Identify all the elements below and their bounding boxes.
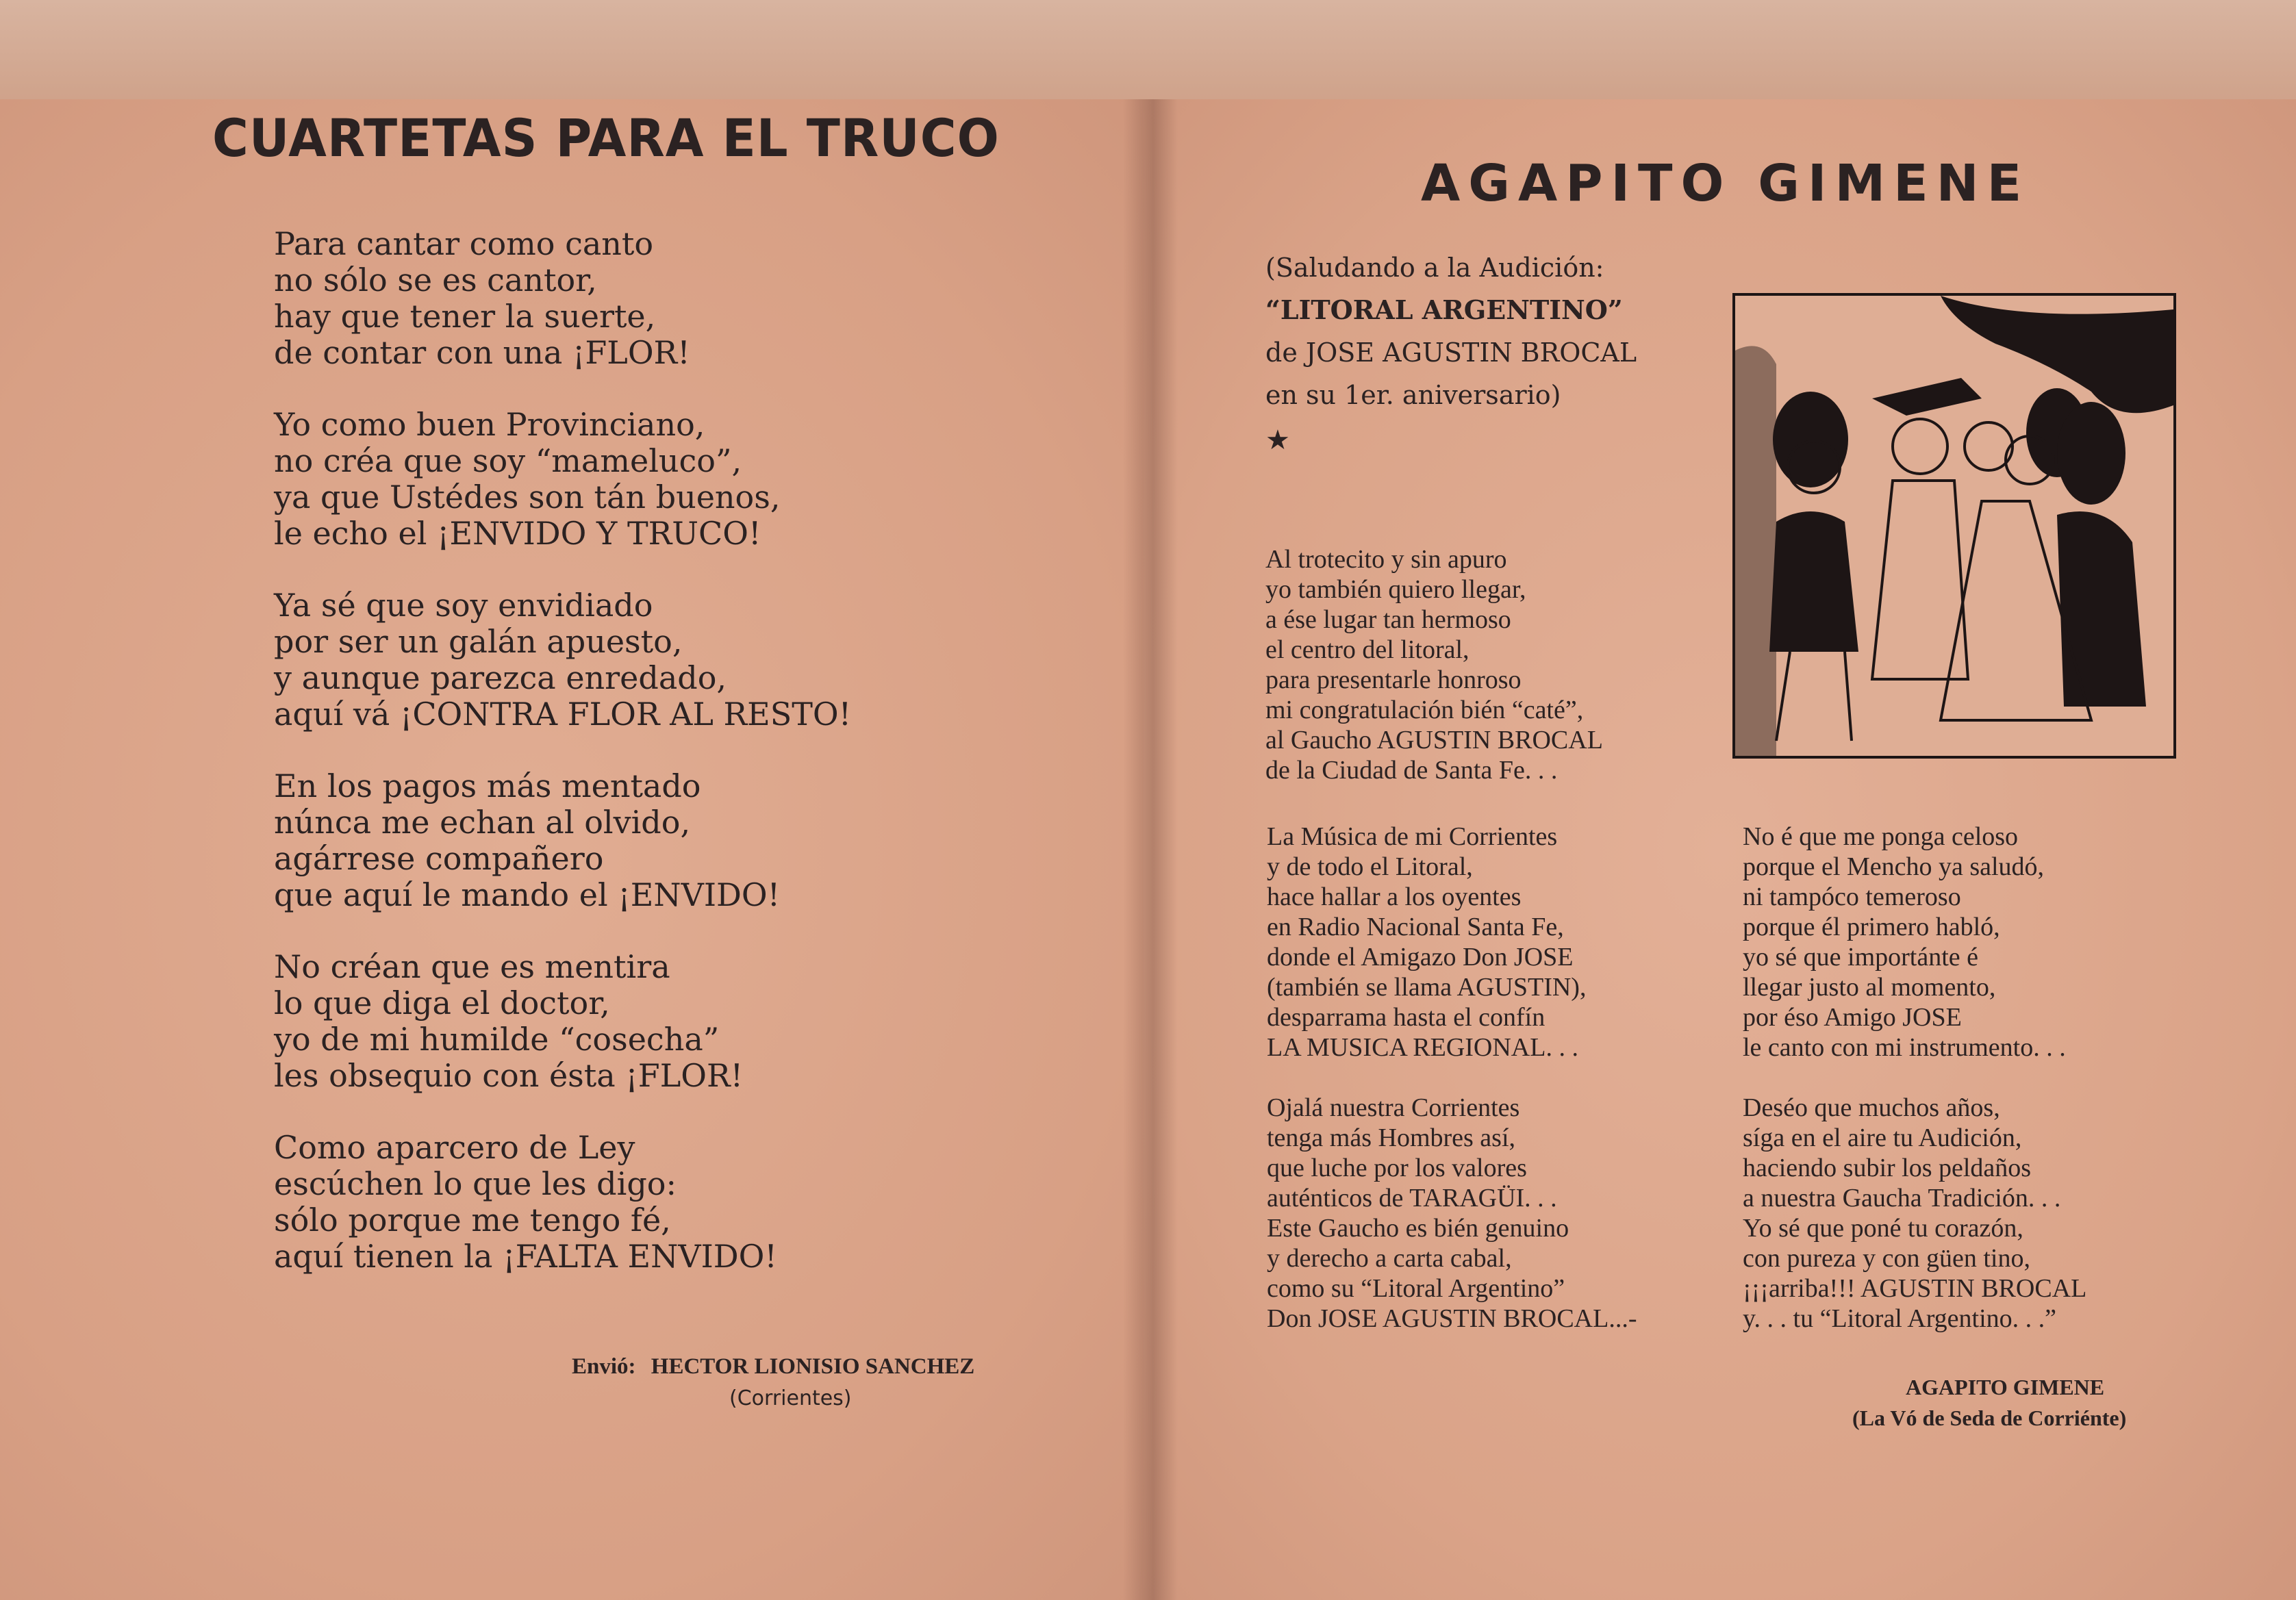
intro-line: en su 1er. aniversario) [1265,380,1561,410]
poem-line: Yo como buen Provinciano, [274,406,705,443]
poem-line: yo de mi humilde “cosecha” [274,1021,720,1058]
left-page-title: CUARTETAS PARA EL TRUCO [212,107,1000,169]
poem-line: Deséo que muchos años, [1743,1093,2000,1122]
gaucho-illustration [1732,293,2176,759]
poem-line: no sólo se es cantor, [274,262,597,299]
poem-line: al Gaucho AGUSTIN BROCAL [1265,726,1603,754]
sender-label: Envió: [572,1354,636,1379]
poem-line: La Música de mi Corrientes [1267,822,1558,851]
poem-line: a ése lugar tan hermoso [1265,605,1511,634]
poem-column-1 [1267,822,1637,1364]
sender-place: (Corrientes) [729,1386,852,1410]
poem-line: le canto con mi instrumento. . . [1743,1033,2066,1062]
poem-line: núnca me echan al olvido, [274,804,691,841]
poem-line: por ser un galán apuesto, [274,623,683,660]
book-spine [1123,99,1178,1600]
poem-line: Ojalá nuestra Corrientes [1267,1093,1520,1122]
poem-line: Este Gaucho es bién genuino [1267,1214,1569,1243]
stanza [1743,1093,2086,1334]
poem-line: que luche por los valores [1267,1154,1527,1182]
intro-block [1265,246,1637,416]
poem-line: síga en el aire tu Audición, [1743,1123,2022,1152]
poem-line: haciendo subir los peldaños [1743,1154,2032,1182]
stanza [274,587,851,733]
poem-line: yo sé que importánte é [1743,943,1979,972]
signature-name: AGAPITO GIMENE [1906,1375,2105,1399]
poem-line: ¡¡¡arriba!!! AGUSTIN BROCAL [1743,1274,2087,1303]
stanza [274,226,851,371]
poem-line: a nuestra Gaucha Tradición. . . [1743,1184,2061,1212]
poem-line: ya que Ustédes son tán buenos, [274,479,781,516]
left-poem [274,226,851,1310]
poem-line: el centro del litoral, [1265,635,1469,664]
poem-line: porque el Mencho ya saludó, [1743,852,2045,881]
poem-line: y derecho a carta cabal, [1267,1244,1512,1273]
illustration-drawing [1735,296,2173,756]
stanza [1267,1093,1637,1334]
poem-line: y de todo el Litoral, [1267,852,1473,881]
poem-line: Al trotecito y sin apuro [1265,545,1507,574]
stanza [274,407,851,552]
poem-line: porque él primero habló, [1743,913,2000,941]
stanza [274,768,851,913]
right-page-title: AGAPITO GIMENE [1421,154,2030,213]
poem-line: No é que me ponga celoso [1743,822,2019,851]
poem-line: Como aparcero de Ley [274,1129,635,1166]
poem-line: auténticos de TARAGÜI. . . [1267,1184,1557,1212]
poem-line: LA MUSICA REGIONAL. . . [1267,1033,1578,1062]
star-icon: ★ [1265,424,1290,456]
poem-line: escúchen lo que les digo: [274,1165,677,1202]
stanza [274,949,851,1094]
stanza [1743,822,2086,1063]
poem-line: Yo sé que poné tu corazón, [1743,1214,2023,1243]
stanza [1267,822,1637,1063]
poem-line: agárrese compañero [274,840,604,877]
poem-line: que aquí le mando el ¡ENVIDO! [274,876,781,913]
sender-line [572,1354,974,1380]
poem-line: le echo el ¡ENVIDO Y TRUCO! [274,515,761,552]
poem-line: yo también quiero llegar, [1265,575,1526,604]
sender-name: HECTOR LIONISIO SANCHEZ [651,1354,975,1379]
poem-line: lo que diga el doctor, [274,985,610,1021]
background-surface [0,0,2296,103]
signature-note: (La Vó de Seda de Corriénte) [1852,1406,2127,1430]
poem-line: mi congratulación bién “caté”, [1265,696,1584,724]
poem-line: desparrama hasta el confín [1267,1003,1546,1032]
poem-line: para presentarle honroso [1265,665,1522,694]
poem-line: aquí tienen la ¡FALTA ENVIDO! [274,1238,777,1275]
poem-line: les obsequio con ésta ¡FLOR! [274,1057,744,1094]
poem-line: aquí vá ¡CONTRA FLOR AL RESTO! [274,696,852,733]
poem-line: hay que tener la suerte, [274,298,656,335]
poem-line: No créan que es mentira [274,948,670,985]
poem-line: (también se llama AGUSTIN), [1267,973,1587,1002]
intro-line: “LITORAL ARGENTINO” [1265,294,1623,325]
poem-line: ni tampóco temeroso [1743,882,1961,911]
poem-line: llegar justo al momento, [1743,973,1996,1002]
poem-line: y aunque parezca enredado, [274,659,727,696]
poem-line: por éso Amigo JOSE [1743,1003,1962,1032]
poem-line: Para cantar como canto [274,225,654,262]
intro-line: (Saludando a la Audición: [1265,253,1604,283]
poem-line: con pureza y con güen tino, [1743,1244,2030,1273]
poem-line: de la Ciudad de Santa Fe. . . [1265,756,1558,785]
poem-line: donde el Amigazo Don JOSE [1267,943,1574,972]
poem-line: tenga más Hombres así, [1267,1123,1516,1152]
stanza [274,1130,851,1275]
poem-line: hace hallar a los oyentes [1267,882,1522,911]
poem-line: de contar con una ¡FLOR! [274,334,690,371]
poem-line: sólo porque me tengo fé, [274,1202,671,1239]
poem-line: como su “Litoral Argentino” [1267,1274,1565,1303]
poem-line: En los pagos más mentado [274,767,701,804]
poem-line: en Radio Nacional Santa Fe, [1267,913,1564,941]
poem-column-2 [1743,822,2086,1364]
poem-line: y. . . tu “Litoral Argentino. . .” [1743,1304,2057,1333]
intro-line: de JOSE AGUSTIN BROCAL [1265,338,1637,368]
poem-line: no créa que soy “mameluco”, [274,442,742,479]
opening-stanza [1265,544,1603,785]
poem-line: Ya sé que soy envidiado [274,587,653,624]
poem-line: Don JOSE AGUSTIN BROCAL...- [1267,1304,1637,1333]
